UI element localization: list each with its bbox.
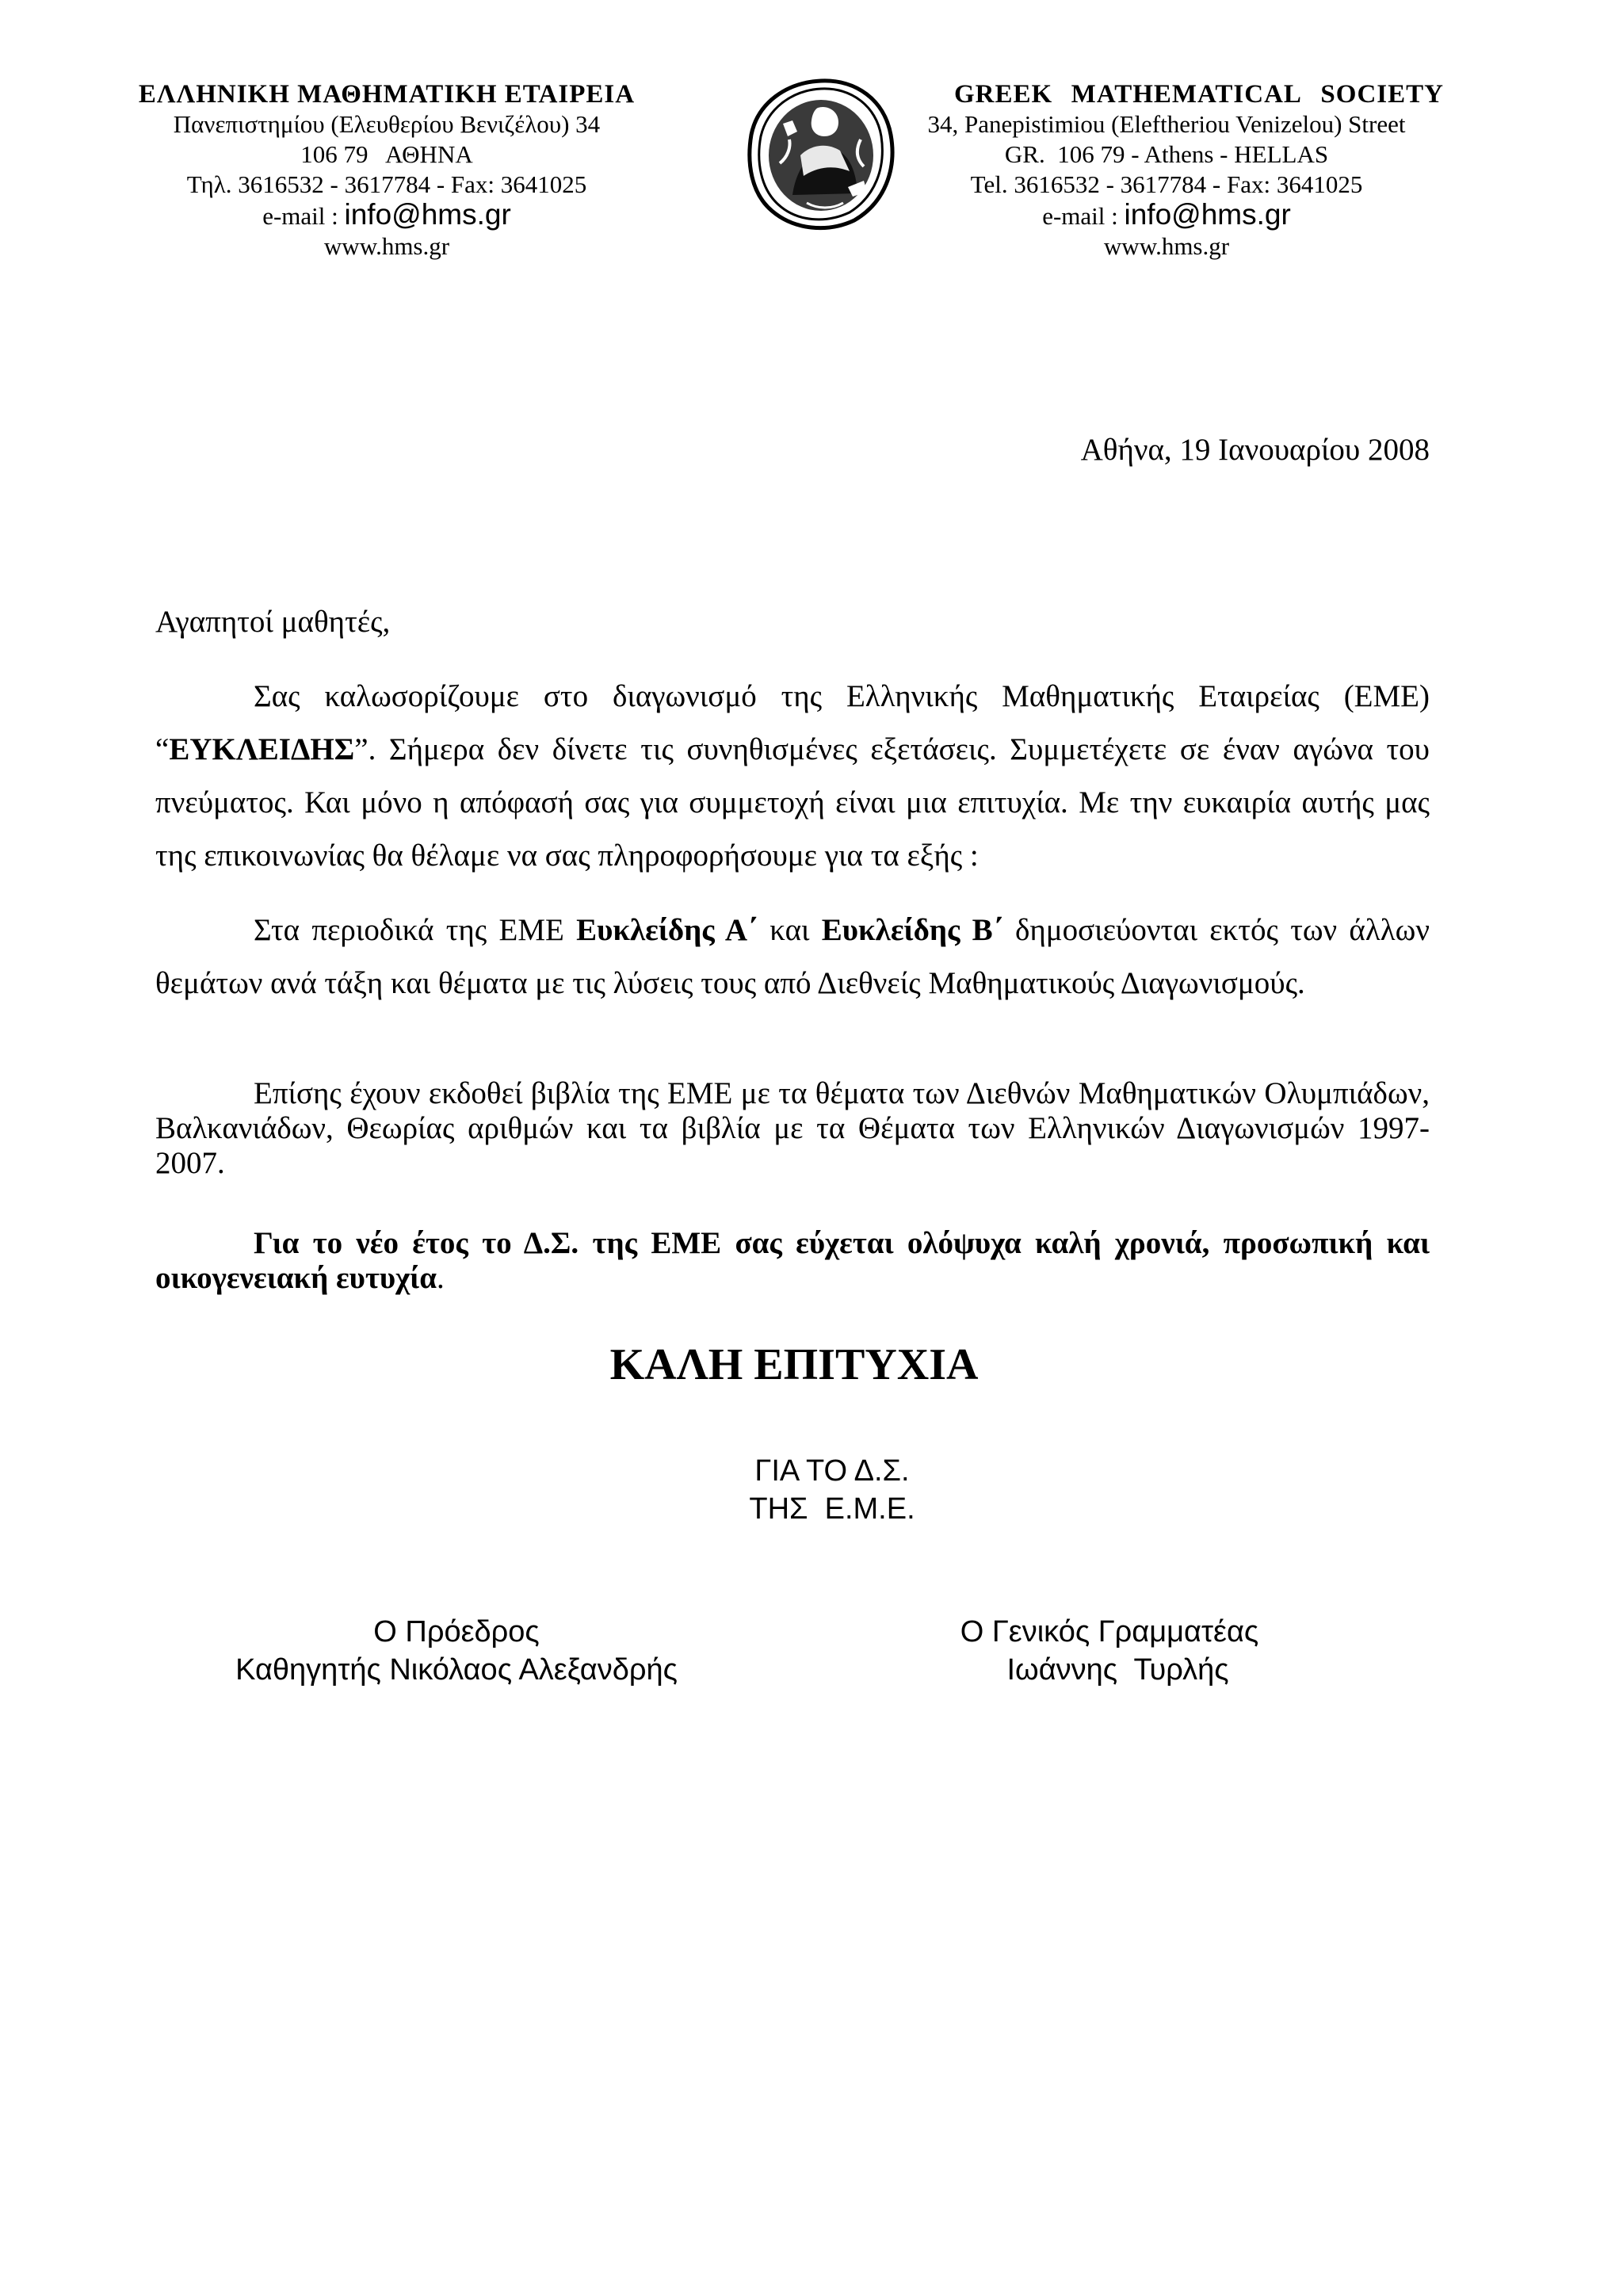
phone-greek: Τηλ. 3616532 - 3617784 - Fax: 3641025 (186, 170, 587, 198)
magazines-text-b: και (758, 913, 822, 947)
welcome-text-b: ”. Σήμερα δεν δίνετε τις συνηθισμένες εξετάσεις. Συμμετέχετε σε έναν αγώνα του πνεύματος. Και μόνο η απόφασή σας για συμμετοχή είναι μια επιτυχία. Με την ευκαιρία αυτής μας της επικοινωνίας θα θέλαμε να σας πληροφορήσουμε για τα εξής : (155, 732, 1430, 873)
of-society-line: ΤΗΣ Ε.Μ.Ε. (749, 1492, 915, 1526)
secretary-name: Ιωάννης Τυρλής (990, 1653, 1229, 1687)
closing-good-luck: ΚΑΛΗ ΕΠΙΤΥΧΙΑ (609, 1340, 979, 1389)
contest-name: ΕΥΚΛΕΙΔΗΣ (169, 732, 355, 766)
email-label-english: e-mail : (1042, 202, 1125, 230)
president-name: Καθηγητής Νικόλαος Αλεξανδρής (235, 1653, 678, 1687)
letterhead-english (881, 79, 1452, 262)
salutation: Αγαπητοί μαθητές, (155, 605, 391, 639)
paragraph-magazines (155, 904, 1430, 1010)
on-behalf-block (0, 1452, 1623, 1528)
email-link-greek[interactable]: info@hms.gr (344, 198, 511, 231)
email-label-greek: e-mail : (262, 202, 345, 230)
society-name-word-1: GREEK (954, 80, 1053, 109)
paragraph-new-year-wishes (155, 1226, 1430, 1296)
paragraph-welcome (155, 670, 1430, 882)
email-line-greek (101, 200, 672, 231)
wishes-period: . (437, 1261, 445, 1295)
address-english: 34, Panepistimiou (Eleftheriou Venizelou) Street (927, 110, 1406, 138)
society-name-word-2: MATHEMATICAL (1071, 80, 1302, 109)
magazine-b-name: Ευκλείδης Β΄ (821, 913, 1003, 947)
web-link-english[interactable]: www.hms.gr (1103, 232, 1230, 260)
signature-secretary (888, 1613, 1331, 1689)
letterhead-greek (101, 79, 672, 262)
magazines-text-a: Στα περιοδικά της ΕΜΕ (254, 913, 577, 947)
magazine-a-name: Ευκλείδης Α΄ (576, 913, 758, 947)
for-board-line: ΓΙΑ ΤΟ Δ.Σ. (754, 1454, 910, 1488)
welcome-text-a: Σας καλωσορίζουμε στο διαγωνισμό της Ελληνικής Μαθηματικής Εταιρείας (ΕΜΕ) “ (155, 679, 1430, 766)
web-link-greek[interactable]: www.hms.gr (323, 232, 450, 260)
city-greek: 106 79 ΑΘΗΝΑ (300, 140, 473, 168)
paragraph-books (155, 1076, 1430, 1181)
magazines-text-c: δημοσιεύονται εκτός των άλλων θεμάτων ανά τάξη και θέματα με τις λύσεις τους από Διεθνείς Μαθηματικούς Διαγωνισμούς. (155, 913, 1430, 1000)
email-line-english (881, 200, 1452, 231)
president-title: Ο Πρόεδρος (373, 1615, 540, 1648)
society-name-english (881, 79, 1452, 109)
wishes-text: Για το νέο έτος το Δ.Σ. της ΕΜΕ σας εύχεται ολόψυχα καλή χρονιά, προσωπική και οικογενειακή ευτυχία (155, 1226, 1430, 1295)
letter-date: Αθήνα, 19 Ιανουαρίου 2008 (1080, 433, 1430, 467)
books-text: Επίσης έχουν εκδοθεί βιβλία της ΕΜΕ με τα θέματα των Διεθνών Μαθηματικών Ολυμπιάδων, Βαλκανιάδων, Θεωρίας αριθμών και τα βιβλία με τα Θέματα των Ελληνικών Διαγωνισμών 1997-2007. (155, 1076, 1430, 1180)
society-seal-coin-icon (745, 76, 897, 231)
address-greek: Πανεπιστημίου (Ελευθερίου Βενιζέλου) 34 (173, 110, 601, 138)
city-english: GR. 106 79 - Athens - HELLAS (1004, 140, 1329, 168)
email-link-english[interactable]: info@hms.gr (1124, 198, 1291, 231)
signature-president (155, 1613, 758, 1689)
society-name-greek: ΕΛΛΗΝΙΚΗ ΜΑΘΗΜΑΤΙΚΗ ΕΤΑΙΡΕΙΑ (138, 80, 636, 109)
society-name-word-3: SOCIETY (1320, 80, 1444, 109)
phone-english: Tel. 3616532 - 3617784 - Fax: 3641025 (970, 170, 1363, 198)
secretary-title: Ο Γενικός Γραμματέας (960, 1615, 1259, 1648)
